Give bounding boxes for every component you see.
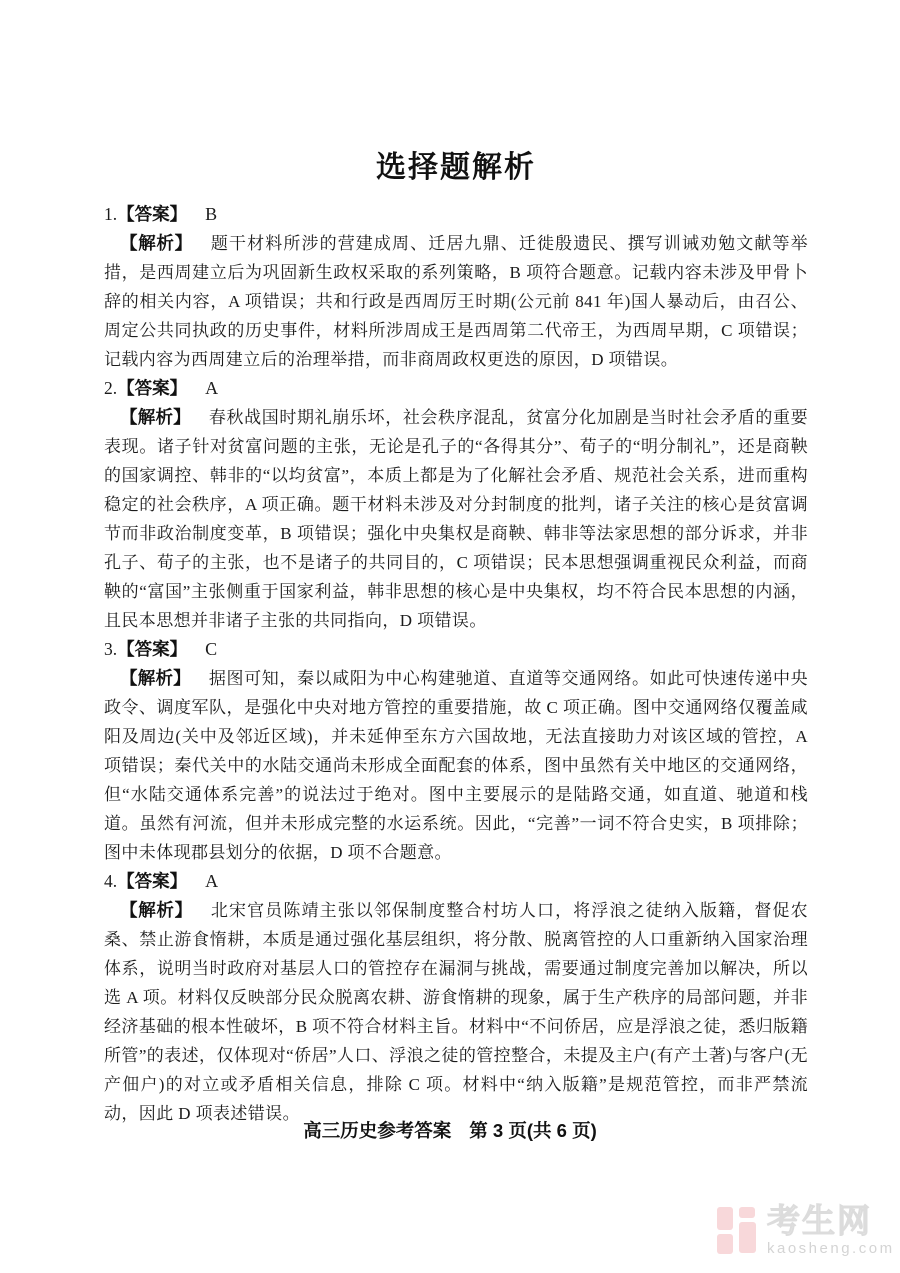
answer-row: [104, 635, 808, 664]
footer-title: 高三历史参考答案: [303, 1120, 452, 1141]
analysis-text: 北宋官员陈靖主张以邻保制度整合村坊人口，将浮浪之徒纳入版籍，督促农桑、禁止游食惰耕，本质是通过强化基层组织，将分散、脱离管控的人口重新纳入国家治理体系，说明当时政府对基层人口的管控存在漏洞与挑战，需要通过制度完善加以解决，所以选 A 项。材料仅反映部分民众脱离农耕、游食惰耕的现象，属于生产秩序的局部问题，并非经济基础的根本性破坏，B 项不符合材料主旨。材料中“不问侨居，应是浮浪之徒，悉归版籍所管”的表述，仅体现对“侨居”人口、浮浪之徒的管控整合，未提及主户(有产土著)与客户(无产佃户)的对立或矛盾相关信息，排除 C 项。材料中“纳入版籍”是规范管控，而非严禁流动，因此 D 项表述错误。: [104, 901, 809, 1123]
question-item-1: [104, 200, 808, 374]
answer-row: [104, 200, 808, 229]
analysis-text: 春秋战国时期礼崩乐坏，社会秩序混乱，贫富分化加剧是当时社会矛盾的重要表现。诸子针对贫富问题的主张，无论是孔子的“各得其分”、荀子的“明分制礼”，还是商鞅的国家调控、韩非的“以均贫富”，本质上都是为了化解社会矛盾、规范社会关系，进而重构稳定的社会秩序，A 项正确。题干材料未涉及对分封制度的批判，诸子关注的核心是贫富调节而非政治制度变革，B 项错误；强化中央集权是商鞅、韩非等法家思想的部分诉求，并非孔子、荀子的主张，也不是诸子的共同目的，C 项错误；民本思想强调重视民众利益，而商鞅的“富国”主张侧重于国家利益，韩非思想的核心是中央集权，均不符合民本思想的内涵，且民本思想并非诸子主张的共同指向，D 项错误。: [104, 408, 809, 630]
page-content: [104, 150, 808, 1128]
page-title: 选择题解析: [376, 151, 536, 184]
analysis-paragraph: [104, 896, 808, 1128]
analysis-text: 据图可知，秦以咸阳为中心构建驰道、直道等交通网络。如此可快速传递中央政令、调度军队，是强化中央对地方管控的重要措施，故 C 项正确。图中交通网络仅覆盖咸阳及周边(关中及邻近区域)，并未延伸至东方六国故地，无法直接助力对该区域的管控，A 项错误；秦代关中的水陆交通尚未形成全面配套的体系，图中虽然有关中地区的交通网络，但“水陆交通体系完善”的说法过于绝对。图中主要展示的是陆路交通，如直道、驰道和栈道。虽然有河流，但并未形成完整的水运系统。因此，“完善”一词不符合史实，B 项排除；图中未体现郡县划分的依据，D 项不合题意。: [104, 669, 809, 862]
item-number: 4.: [104, 871, 118, 891]
page-footer: [0, 1119, 900, 1143]
logo-block: [739, 1207, 755, 1218]
logo-block: [717, 1234, 733, 1254]
analysis-label: 【解析】: [120, 900, 193, 920]
analysis-label: 【解析】: [120, 233, 193, 253]
question-item-2: [104, 374, 808, 635]
logo-block: [717, 1207, 733, 1230]
answer-row: [104, 867, 808, 896]
answer-letter: C: [205, 639, 218, 659]
item-number: 3.: [104, 639, 118, 659]
question-item-4: [104, 867, 808, 1128]
answer-letter: A: [205, 378, 219, 398]
answer-letter: A: [205, 871, 219, 891]
analysis-text: 题干材料所涉的营建成周、迁居九鼎、迁徙殷遗民、撰写训诫劝勉文献等举措，是西周建立后为巩固新生政权采取的系列策略，B 项符合题意。记载内容未涉及甲骨卜辞的相关内容，A 项错误；共和行政是西周厉王时期(公元前 841 年)国人暴动后，由召公、周定公共同执政的历史事件，材料所涉周成王是西周第二代帝王，为西周早期，C 项错误；记载内容为西周建立后的治理举措，而非商周政权更迭的原因，D 项错误。: [104, 234, 809, 369]
analysis-label: 【解析】: [120, 407, 191, 427]
watermark-text: [767, 1204, 895, 1256]
page-number-indicator: 第 3 页(共 6 页): [469, 1120, 597, 1141]
analysis-paragraph: [104, 229, 808, 374]
item-number: 1.: [104, 204, 118, 224]
analysis-paragraph: [104, 664, 808, 867]
watermark-site-domain: kaosheng.com: [767, 1240, 895, 1257]
watermark-site-name: 考生网: [767, 1202, 872, 1239]
analysis-paragraph: [104, 403, 808, 635]
watermark: [712, 1202, 895, 1264]
answer-label: 【答案】: [117, 378, 188, 398]
item-number: 2.: [104, 378, 118, 398]
logo-block: [739, 1222, 756, 1253]
question-item-3: [104, 635, 808, 867]
analysis-label: 【解析】: [120, 668, 191, 688]
answer-row: [104, 374, 808, 403]
answer-label: 【答案】: [117, 204, 188, 224]
kaosheng-logo-icon: [712, 1202, 756, 1258]
answer-label: 【答案】: [117, 639, 188, 659]
answer-letter: B: [205, 204, 218, 224]
answer-label: 【答案】: [117, 871, 188, 891]
